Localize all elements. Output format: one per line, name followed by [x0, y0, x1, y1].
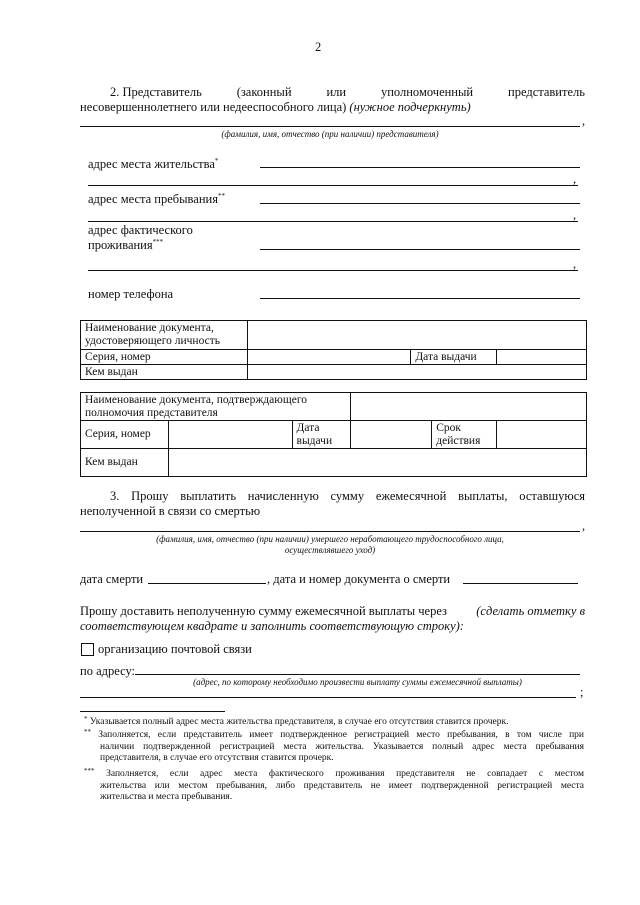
authority-issue-date-line2: выдачи [296, 434, 333, 447]
fio-comma: , [582, 114, 586, 128]
identity-doc-name-label [81, 321, 248, 350]
delivery-hint: (сделать отметку в [476, 604, 585, 618]
authority-doc-name-line2: полномочия представителя [85, 406, 218, 419]
address-stay-text: адрес места пребывания [88, 192, 218, 206]
delivery-line2: соответствующем квадрате и заполнить соответствующую строку): [80, 619, 464, 633]
footnote-3-mark: *** [84, 767, 95, 775]
underline-hint: (нужное подчеркнуть) [346, 100, 471, 114]
footnote-ref-3: *** [152, 238, 164, 246]
address-stay-field-2[interactable] [88, 221, 578, 222]
section2-word-2: (законный [236, 85, 292, 99]
footnote-separator [80, 711, 225, 712]
to-address-label: по адресу: [80, 664, 136, 678]
death-doc-field[interactable] [463, 583, 578, 584]
deceased-fio-caption-2: осуществлявшего уход) [284, 545, 376, 555]
table-row [81, 350, 587, 365]
authority-doc-name-line1: Наименование документа, подтверждающего [85, 393, 307, 406]
address-actual-label-1: адрес фактического [88, 223, 193, 237]
delivery-line1 [80, 604, 585, 619]
authority-doc-name-field[interactable] [351, 393, 587, 421]
identity-document-table [80, 320, 587, 380]
address-stay-comma: , [573, 208, 577, 222]
deceased-fio-caption-1: (фамилия, имя, отчество (при наличии) умершего неработающего трудоспособного лица, [156, 534, 504, 544]
authority-validity-line1: Срок [436, 421, 462, 434]
page-number: 2 [315, 40, 322, 54]
footnote-2-line3: представителя, в случае его отсутствия ставится прочерк. [100, 753, 334, 763]
section3-line2: неполученной в связи со смертью [80, 504, 261, 518]
authority-series-label: Серия, номер [81, 421, 169, 449]
authority-issue-date-field[interactable] [351, 421, 432, 449]
section2-heading-line2 [80, 100, 471, 115]
table-row [81, 321, 587, 350]
section2-heading-text: несовершеннолетнего или недееспособного лица) [80, 100, 347, 114]
footnote-2-line2: наличии подтвержденной регистрацией места жительства. Указывается полный адрес места пребывания [100, 741, 584, 752]
footnote-ref-1: * [214, 157, 219, 165]
section2-word-5: представитель [508, 85, 585, 99]
table-row [81, 449, 587, 477]
authority-validity-line2: действия [436, 434, 481, 447]
footnote-1-text: Указывается полный адрес места жительства представителя, в случае его отсутствия ставится прочерк. [89, 717, 509, 727]
authority-doc-name-label [81, 393, 351, 421]
to-address-semicolon: ; [580, 685, 584, 699]
footnote-3-line1: Заполняется, если адрес места фактического проживания представителя не совпадает с местом [106, 769, 585, 779]
authority-issued-by-field[interactable] [168, 449, 586, 477]
section2-word-1: 2. Представитель [110, 85, 202, 99]
post-office-checkbox[interactable] [81, 643, 94, 656]
address-stay-field[interactable] [260, 203, 580, 204]
identity-series-label: Серия, номер [81, 350, 248, 365]
section2-word-4: уполномоченный [380, 85, 474, 99]
identity-issued-by-label: Кем выдан [81, 365, 248, 380]
address-stay-label [88, 192, 225, 207]
representative-authority-table [80, 392, 587, 477]
fio-caption: (фамилия, имя, отчество (при наличии) представителя) [221, 129, 439, 139]
death-date-label: дата смерти [80, 572, 144, 586]
address-residence-field[interactable] [260, 167, 580, 168]
table-row [81, 365, 587, 380]
death-doc-label: , дата и номер документа о смерти [267, 572, 451, 586]
footnote-3-line3: жительства и места пребывания. [100, 792, 233, 802]
address-residence-label [88, 157, 218, 172]
address-residence-comma: , [573, 172, 577, 186]
authority-validity-field[interactable] [497, 421, 587, 449]
identity-issue-date-field[interactable] [497, 350, 587, 365]
phone-field[interactable] [260, 298, 580, 299]
table-row [81, 393, 587, 421]
to-address-field-2[interactable] [80, 697, 576, 698]
table-row [81, 421, 587, 449]
deceased-fio-line[interactable] [80, 531, 580, 532]
footnote-3 [84, 769, 584, 804]
authority-issue-date-line1: Дата [296, 421, 320, 434]
death-date-field[interactable] [148, 583, 266, 584]
footnote-1 [84, 717, 584, 729]
authority-issued-by-label: Кем выдан [81, 449, 169, 477]
identity-doc-name-line1: Наименование документа, [85, 322, 214, 334]
deceased-fio-comma: , [582, 519, 586, 533]
footnote-2-mark: ** [84, 728, 91, 736]
address-residence-text: адрес места жительства [88, 157, 215, 171]
identity-issue-date-label: Дата выдачи [411, 350, 497, 365]
address-actual-comma: , [573, 257, 577, 271]
address-residence-field-2[interactable] [88, 185, 578, 186]
address-actual-label-2 [88, 238, 163, 253]
authority-issue-date-label [292, 421, 351, 449]
phone-label: номер телефона [88, 287, 174, 301]
footnote-1-mark: * [84, 715, 88, 723]
address-actual-text: проживания [88, 238, 153, 252]
authority-series-field[interactable] [168, 421, 292, 449]
footnote-3-line2: жительства или местом пребывания, либо представитель не имеет подтвержденной регистрацией места [100, 780, 584, 791]
section2-heading-line1 [110, 85, 585, 100]
identity-doc-name-field[interactable] [247, 321, 586, 350]
delivery-text: Прошу доставить неполученную сумму ежемесячной выплаты через [80, 604, 447, 618]
address-actual-field-2[interactable] [88, 270, 578, 271]
identity-series-field[interactable] [247, 350, 411, 365]
post-office-label: организацию почтовой связи [98, 642, 252, 656]
to-address-caption: (адрес, по которому необходимо произвести выплату суммы ежемесячной выплаты) [193, 677, 522, 687]
section2-word-3: или [326, 85, 347, 99]
footnote-2-line1: Заполняется, если представитель имеет подтвержденное регистрацией место пребывания, в том числе при [98, 730, 585, 740]
to-address-field[interactable] [135, 674, 580, 675]
identity-issued-by-field[interactable] [247, 365, 586, 380]
representative-fio-line[interactable] [80, 126, 580, 127]
footnote-ref-2: ** [217, 192, 225, 200]
authority-validity-label [432, 421, 497, 449]
section3-line1: 3. Прошу выплатить начисленную сумму ежемесячной выплаты, оставшуюся [110, 489, 585, 503]
footnote-2 [84, 730, 584, 765]
address-actual-field[interactable] [260, 249, 580, 250]
identity-doc-name-line2: удостоверяющего личность [85, 335, 220, 347]
